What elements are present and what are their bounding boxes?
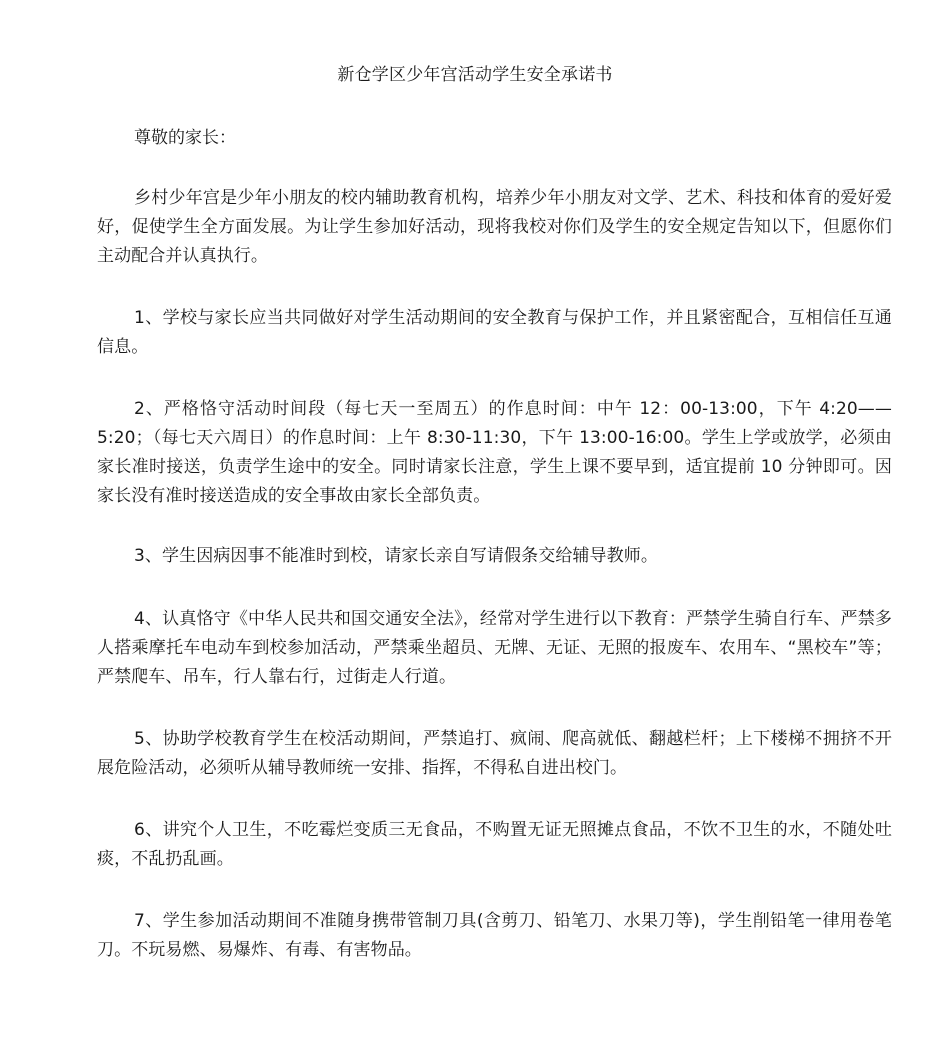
salutation: 尊敬的家长： xyxy=(134,128,236,148)
rule-item-1: 1、学校与家长应当共同做好对学生活动期间的安全教育与保护工作，并且紧密配合，互相信任互通信息。 xyxy=(97,308,892,357)
rule-item-7: 7、学生参加活动期间不准随身携带管制刀具(含剪刀、铅笔刀、水果刀等)，学生削铅笔一律用卷笔刀。不玩易燃、易爆炸、有毒、有害物品。 xyxy=(97,911,892,960)
rule-item-6: 6、讲究个人卫生，不吃霉烂变质三无食品，不购置无证无照摊点食品，不饮不卫生的水，不随处吐痰，不乱扔乱画。 xyxy=(97,820,892,869)
rule-item-2: 2、严格恪守活动时间段（每七天一至周五）的作息时间：中午 12：00-13:00，下午 4:20——5:20；（每七天六周日）的作息时间：上午 8:30-11:30，下午 13:00-16:00。学生上学或放学，必须由家长准时接送，负责学生途中的安全。同时请家长注意，学生上课不要早到，适宜提前 10 分钟即可。因家长没有准时接送造成的安全事故由家长全部负责。 xyxy=(97,399,892,506)
rule-item-4: 4、认真恪守《中华人民共和国交通安全法》，经常对学生进行以下教育：严禁学生骑自行车、严禁多人搭乘摩托车电动车到校参加活动，严禁乘坐超员、无牌、无证、无照的报废车、农用车、“黑校车”等；严禁爬车、吊车，行人靠右行，过街走人行道。 xyxy=(97,609,892,687)
rule-item-3: 3、学生因病因事不能准时到校，请家长亲自写请假条交给辅导教师。 xyxy=(134,546,658,566)
intro-paragraph: 乡村少年宫是少年小朋友的校内辅助教育机构，培养少年小朋友对文学、艺术、科技和体育的爱好爱好，促使学生全方面发展。为让学生参加好活动，现将我校对你们及学生的安全规定告知以下，但愿你们主动配合并认真执行。 xyxy=(97,188,892,266)
document-title: 新仓学区少年宫活动学生安全承诺书 xyxy=(337,65,613,85)
rule-item-5: 5、协助学校教育学生在校活动期间，严禁追打、疯闹、爬高就低、翻越栏杆；上下楼梯不拥挤不开展危险活动，必须听从辅导教师统一安排、指挥，不得私自进出校门。 xyxy=(97,729,892,778)
